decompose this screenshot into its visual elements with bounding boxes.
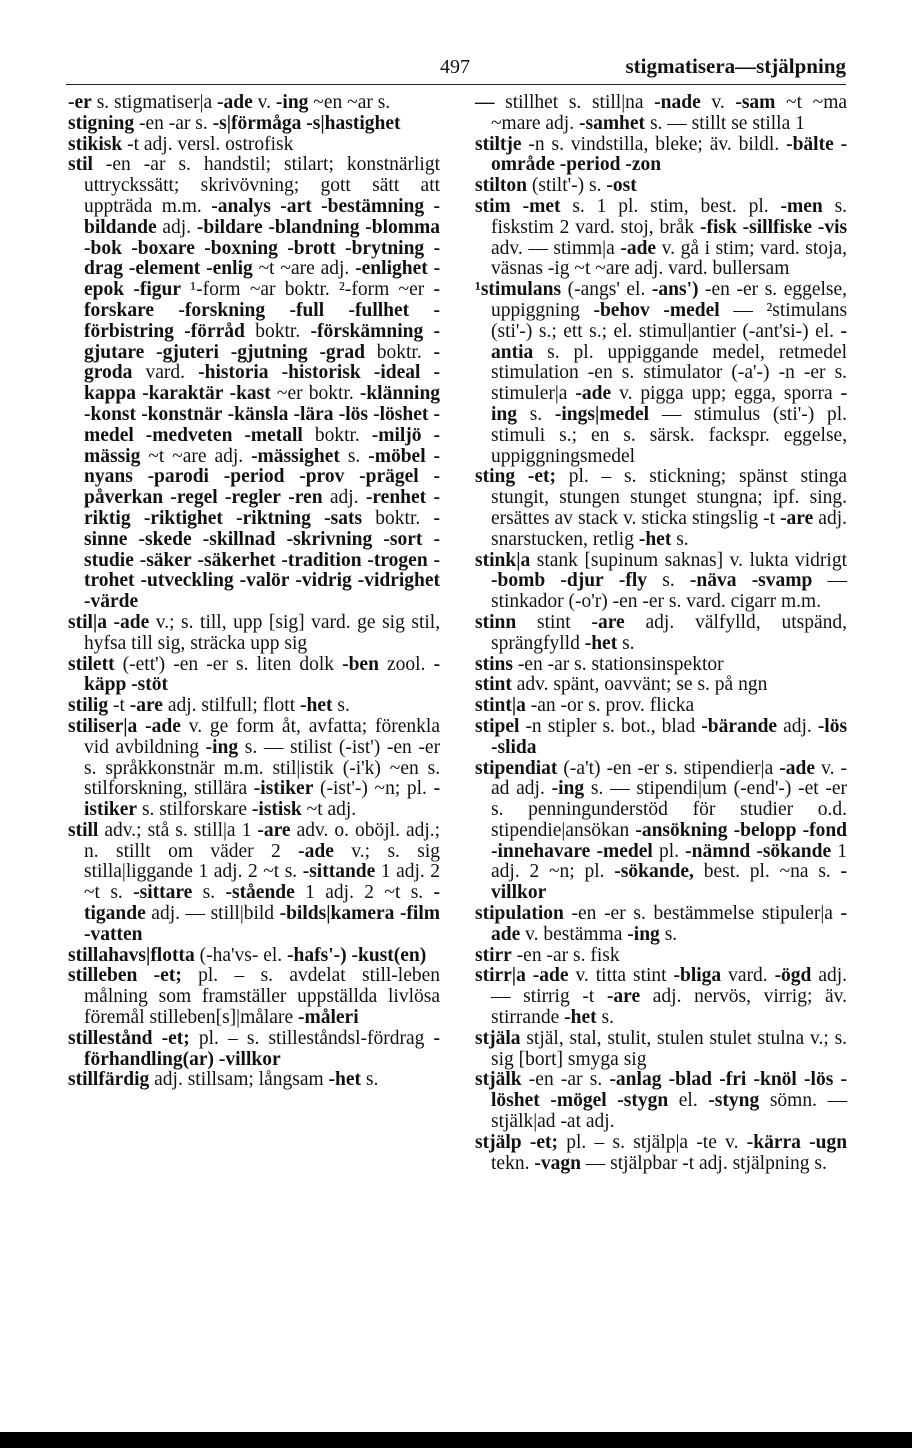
entry-still: still adv.; stå s. still|a 1 -are adv. o. oböjl. adj.; n. stillt om väder 2 -ade v.; s. sig stilla|liggande 1 adj. 2 ~t s. -sittande 1 adj. 2 ~t s. -sittare s. -stående 1 adj. 2 ~t s. -tigande adj. — still|bild -bilds|kamera -film -vatten: [68, 819, 441, 945]
entry-stil: stil -en -ar s. handstil; stilart; konstnärligt uttryckssätt; skrivövning; gott sätt att uppträda m.m. -analys -art -bestämning -bildande adj. -bildare -blandning -blomma -bok -boxare -boxning -brott -brytning -drag -element -enlig ~t ~are adj. -enlighet -epok -figur ¹-form ~ar boktr. ²-form ~er -forskare -forskning -full -fullhet -förbistring -förråd boktr. -förskämning -gjutare -gjuteri -gjutning -grad boktr. -groda vard. -historia -historisk -ideal -kappa -karaktär -kast ~er boktr. -klänning -konst -konstnär -känsla -lära -lös -löshet -medel -medveten -metall boktr. -miljö -mässig ~t ~are adj. -mässighet s. -möbel -nyans -parodi -period -prov -prägel -påverkan -regel -regler -ren adj. -renhet -riktig -riktighet -riktning -sats boktr. -sinne -skede -skillnad -skrivning -sort -studie -säker -säkerhet -tradition -trogen -trohet -utveckling -valör -vidrig -vidrighet -värde: [68, 154, 441, 613]
entry-stillahavsflotta: stillahavs|flotta (-ha'vs- el. -hafs'-) -kust(en): [68, 944, 427, 966]
left-column: [68, 93, 440, 1091]
entry-stigning: stigning -en -ar s. -s|förmåga -s|hastighet: [68, 112, 401, 134]
entry-stim: stim -met s. 1 pl. stim, best. pl. -men s. fiskstim 2 vard. stoj, bråk -fisk -sillfiske -vis adv. — stimm|a -ade v. gå i stim; vard. stoja, väsnas -ig ~t ~are adj. vard. bullersam: [475, 195, 848, 280]
entry-stjalp: stjälp -et; pl. – s. stjälp|a -te v. -kärra -ugn tekn. -vagn — stjälpbar -t adj. stjälpning s.: [475, 1131, 848, 1174]
entry-stinka: stink|a stank [supinum saknas] v. lukta vidrigt -bomb -djur -fly s. -näva -svamp — stinkador (-o'r) -en -er s. vard. cigarr m.m.: [475, 549, 848, 613]
entry-stilisera: stiliser|a -ade v. ge form åt, avfatta; förenkla vid avbildning -ing s. — stilist (-ist') -en -er s. språkkonstnär m.m. stil|istik (-i'k) ~en s. stilforskning, stillära -istiker (-ist'-) ~n; pl. -istiker s. stilforskare -istisk ~t adj.: [68, 715, 441, 821]
entry-stilleben: stilleben -et; pl. – s. avdelat still-leben målning som framställer uppställda livlösa föremål stilleben[s]|målare -måleri: [68, 965, 441, 1029]
entry-stjala: stjäla stjäl, stal, stulit, stulen stulet stulna v.; s. sig [bort] smyga sig: [475, 1027, 848, 1070]
entry-stillestand: stillestånd -et; pl. – s. stilleståndsl-fördrag -förhandling(ar) -villkor: [68, 1027, 441, 1070]
entry-stiltje: stiltje -n s. vindstilla, bleke; äv. bildl. -bälte -område -period -zon: [475, 133, 848, 176]
entry-stillhet: — stillhet s. still|na -nade v. -sam ~t ~ma ~mare adj. -samhet s. — stillt se stilla 1: [475, 92, 848, 134]
entry-stjalk: stjälk -en -ar s. -anlag -blad -fri -knöl -lös -löshet -mögel -stygn el. -styng sömn. — stjälk|ad -at adj.: [475, 1069, 848, 1133]
entry-stikisk: stikisk -t adj. versl. ostrofisk: [68, 133, 294, 155]
entry-stigmatisera: -er s. stigmatiser|a -ade v. -ing ~en ~ar s.: [68, 92, 391, 113]
entry-stipel: stipel -n stipler s. bot., blad -bärande adj. -lös -slida: [475, 715, 848, 758]
entry-stinta: stint|a -an -or s. prov. flicka: [475, 695, 695, 717]
entry-stilett: stilett (-ett') -en -er s. liten dolk -ben zool. -käpp -stöt: [68, 653, 441, 696]
scan-bottom-edge: [0, 1432, 912, 1448]
page-number: 497: [440, 56, 470, 78]
entry-stins: stins -en -ar s. stationsinspektor: [475, 653, 724, 675]
header-rule: [66, 84, 846, 85]
entry-sting: sting -et; pl. – s. stickning; spänst stinga stungit, stungen stunget stungna; ipf. sing. ersättes av stack v. sticka stingslig -t -are adj. snarstucken, retlig -het s.: [475, 466, 848, 550]
entry-stirr: stirr -en -ar s. fisk: [475, 944, 620, 966]
entry-stilton: stilton (stilt'-) s. -ost: [475, 175, 637, 197]
entry-stipulation: stipulation -en -er s. bestämmelse stipuler|a -ade v. bestämma -ing s.: [475, 903, 848, 945]
entry-stila: stil|a -ade v.; s. till, upp [sig] vard. ge sig stil, hyfsa till sig, sträcka upp sig: [68, 611, 441, 654]
entry-stinn: stinn stint -are adj. välfylld, utspänd, sprängfylld -het s.: [475, 611, 847, 654]
entry-stillfardig: stillfärdig adj. stillsam; långsam -het s.: [68, 1069, 379, 1091]
entry-stint: stint adv. spänt, oavvänt; se s. på ngn: [475, 674, 768, 696]
entry-stipendiat: stipendiat (-a't) -en -er s. stipendier|a -ade v. -ad adj. -ing s. — stipendi|um (-end'-) -et -er s. penningunderstöd för studier o.d. stipendie|ansökan -ansökning -belopp -fond -innehavare -medel pl. -nämnd -sökande 1 adj. 2 ~n; pl. -sökande, best. pl. ~na s. -villkor: [475, 757, 848, 904]
running-head: stigmatisera—stjälpning: [625, 54, 846, 78]
entry-stilig: stilig -t -are adj. stilfull; flott -het s.: [68, 695, 350, 717]
entry-stirra: stirr|a -ade v. titta stint -bliga vard. -ögd adj. — stirrig -t -are adj. nervös, virrig; äv. stirrande -het s.: [475, 965, 848, 1029]
entry-stimulans: ¹stimulans (-angs' el. -ans') -en -er s. eggelse, uppiggning -behov -medel — ²stimulans (sti'-) s.; ett s.; el. stimul|antier (-ant'si-) el. -antia s. pl. uppiggande medel, retmedel stimulation -en s. stimulator (-a'-) -n -er s. stimuler|a -ade v. pigga upp; egga, sporra -ing s. -ings|medel — stimulus (sti'-) pl. stimuli s.; en s. särsk. fackspr. eggelse, uppiggningsmedel: [475, 279, 848, 467]
right-column: [475, 93, 847, 1174]
